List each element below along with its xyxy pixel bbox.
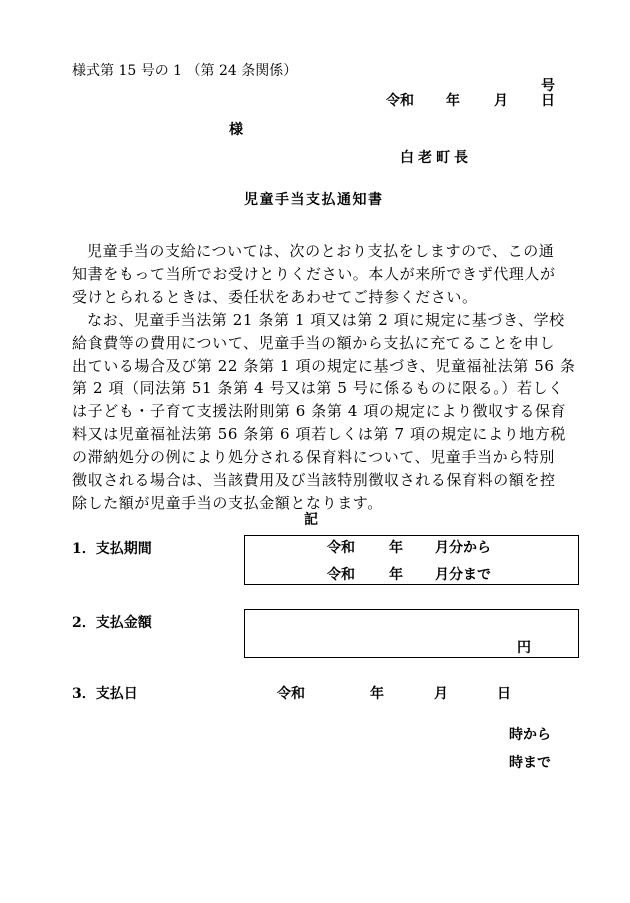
- period-to-era: 令和: [327, 567, 355, 583]
- text-line: 第 2 項（同法第 51 条第 4 号又は第 5 号に係るものに限る。）若しく: [72, 379, 564, 398]
- amount-label: 2．支払金額: [72, 615, 152, 631]
- payment-date-year: 年: [370, 686, 384, 702]
- date-month: 月: [494, 93, 508, 109]
- period-from-era: 令和: [327, 540, 355, 556]
- paragraph-1: [72, 240, 562, 309]
- text-line: なお、児童手当法第 21 条第 1 項又は第 2 項に規定に基づき、学校: [87, 310, 565, 329]
- text-line: 給食費等の費用について、児童手当の額から支払に充てることを申し: [72, 333, 556, 352]
- amount-unit: 円: [517, 640, 531, 656]
- addressee-suffix: 様: [229, 122, 243, 138]
- text-line: 料又は児童福祉法第 56 条第 6 項若しくは第 7 項の規定により地方税: [72, 425, 566, 444]
- text-line: 徴収される場合は、当該費用及び当該特別徴収される保育料の額を控: [72, 471, 556, 490]
- payment-date-label: 3．支払日: [72, 686, 138, 702]
- period-label: 1．支払期間: [72, 541, 152, 557]
- body-text: [72, 240, 576, 515]
- date-year: 年: [446, 93, 460, 109]
- text-line: は子ども・子育て支援法附則第 6 条第 4 項の規定により徴収する保育: [72, 402, 567, 421]
- form-number: 様式第 15 号の 1 （第 24 条関係）: [72, 63, 298, 79]
- payment-date-era: 令和: [277, 686, 305, 702]
- note-heading: 記: [304, 512, 318, 528]
- payment-date-day: 日: [497, 686, 511, 702]
- time-from: 時から: [509, 727, 551, 743]
- text-line: 受けとられるときは、委任状をあわせてご持参ください。: [72, 287, 478, 306]
- paragraph-2: [72, 309, 576, 515]
- date-era: 令和: [386, 93, 414, 109]
- period-to-month: 月分まで: [435, 567, 491, 583]
- period-from-month: 月分から: [435, 540, 491, 556]
- text-line: 除した額が児童手当の支払金額となります。: [72, 493, 383, 512]
- text-line: 出ている場合及び第 22 条第 1 項の規定に基づき、児童福祉法第 56 条: [72, 356, 576, 375]
- period-from-year: 年: [389, 540, 403, 556]
- period-box: [244, 535, 579, 585]
- time-to: 時まで: [509, 755, 551, 771]
- text-line: の滞納処分の例により処分される保育料について、児童手当から特別: [72, 448, 556, 467]
- document-number-label: 号: [541, 78, 555, 94]
- date-day: 日: [541, 93, 555, 109]
- page-title: 児童手当支払通知書: [244, 192, 384, 208]
- text-line: 児童手当の支給については、次のとおり支払をしますので、この通: [87, 242, 555, 260]
- issuer-name: 白老町長: [400, 150, 472, 166]
- text-line: 知書をもって当所でお受けとりください。本人が来所できず代理人が: [72, 264, 556, 283]
- period-to-year: 年: [389, 567, 403, 583]
- payment-date-month: 月: [434, 686, 448, 702]
